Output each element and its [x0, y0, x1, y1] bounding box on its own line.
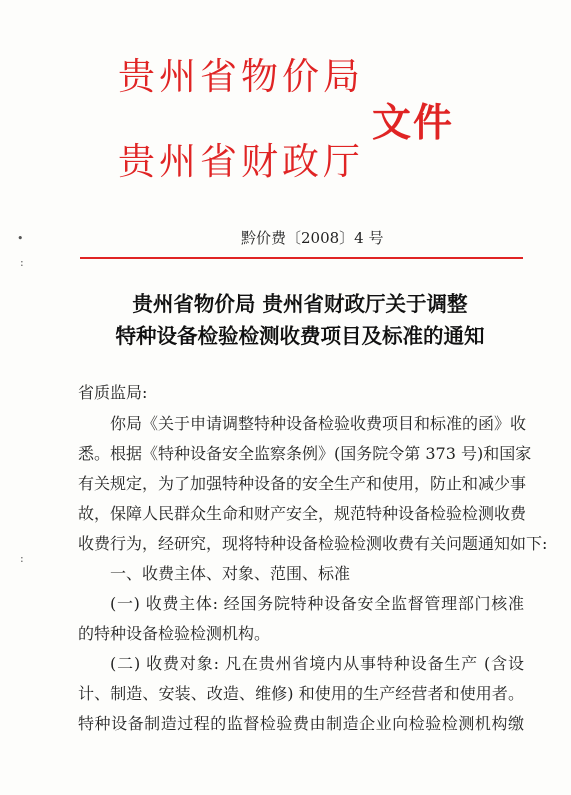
body-line: 的特种设备检验检测机构。 — [78, 624, 271, 643]
red-divider-line — [80, 257, 523, 259]
section-heading: 一、收费主体、对象、范围、标准 — [110, 564, 351, 583]
document-title-line-2: 特种设备检验检测收费项目及标准的通知 — [115, 324, 485, 348]
body-line: 有关规定，为了加强特种设备的安全生产和使用，防止和减少事 — [78, 474, 527, 493]
body-line: 故，保障人民群众生命和财产安全，规范特种设备检验检测收费 — [78, 504, 527, 523]
body-line: (一) 收费主体: 经国务院特种设备安全监督管理部门核准 — [110, 594, 524, 613]
document-title-line-1: 贵州省物价局 贵州省财政厅关于调整 — [132, 292, 468, 316]
body-line: 你局《关于申请调整特种设备检验收费项目和标准的函》收 — [110, 414, 527, 433]
binding-mark: • — [17, 232, 24, 245]
binding-mark: : — [20, 256, 24, 269]
issuer-finance-department: 贵州省财政厅 — [118, 140, 364, 183]
body-line: 特种设备制造过程的监督检验费由制造企业向检验检测机构缴 — [78, 714, 524, 733]
document-word: 文件 — [372, 100, 455, 146]
binding-mark: : — [20, 552, 24, 565]
recipient: 省质监局: — [78, 383, 148, 402]
body-line: 计、制造、安装、改造、维修) 和使用的生产经营者和使用者。 — [78, 684, 524, 703]
issuer-price-bureau: 贵州省物价局 — [118, 55, 364, 98]
document-number: 黔价费〔2008〕4 号 — [241, 229, 384, 247]
body-line: 收费行为，经研究，现将特种设备检验检测收费有关问题通知如下: — [78, 534, 548, 553]
body-line: 悉。根据《特种设备安全监察条例》(国务院令第 373 号)和国家 — [78, 444, 532, 463]
body-line: (二) 收费对象: 凡在贵州省境内从事特种设备生产 (含设 — [110, 654, 524, 673]
